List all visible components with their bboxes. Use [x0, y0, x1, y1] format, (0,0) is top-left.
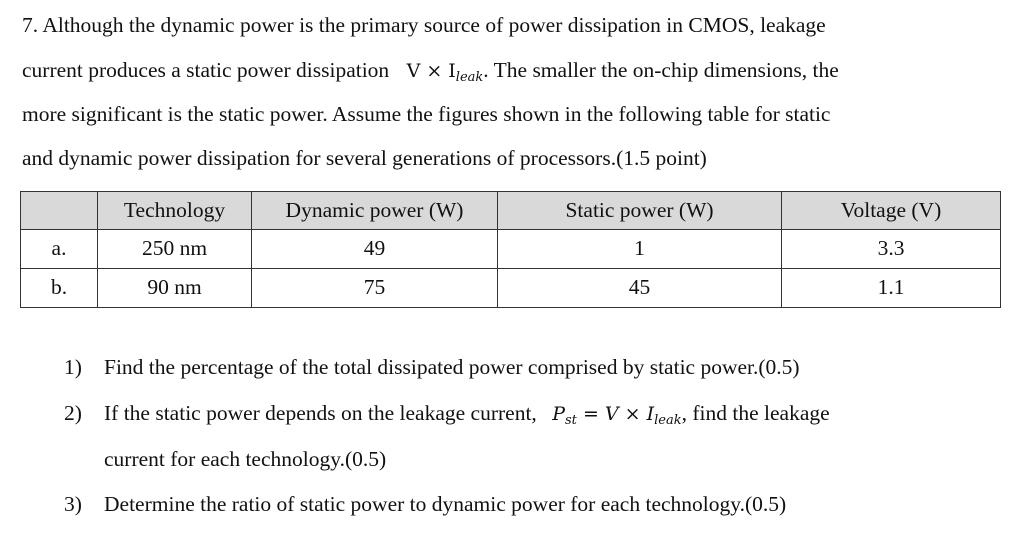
power-table: [20, 191, 1001, 308]
technology-cell: 250 nm: [98, 230, 252, 269]
question-text: Determine the ratio of static power to dynamic power for each technology.(0.5): [104, 492, 787, 516]
technology-cell: 90 nm: [98, 269, 252, 308]
formula-leak-subscript: leak: [455, 70, 484, 85]
row-label: b.: [21, 269, 98, 308]
static-power-formula: [552, 403, 682, 428]
question-number: 2): [64, 401, 82, 425]
static-power-cell: 45: [498, 269, 782, 308]
dynamic-power-cell: 49: [252, 230, 498, 269]
formula-leak-subscript: leak: [654, 413, 682, 428]
header-dynamic-power: Dynamic power (W): [252, 192, 498, 230]
table-header-row: [21, 192, 1001, 230]
dynamic-power-cell: 75: [252, 269, 498, 308]
intro-line-4: and dynamic power dissipation for several generations of processors.(1.5 point): [22, 146, 707, 170]
voltage-cell: 1.1: [782, 269, 1001, 308]
header-label: [21, 192, 98, 230]
table-row: [21, 230, 1001, 269]
intro-line-2-end: . The smaller the on-chip dimensions, the: [483, 58, 839, 82]
question-text: current for each technology.(0.5): [104, 447, 387, 471]
row-label: a.: [21, 230, 98, 269]
intro-line-3: more significant is the static power. Assume the figures shown in the following table for static: [22, 102, 831, 126]
formula-st-subscript: st: [564, 413, 577, 428]
table-row: [21, 269, 1001, 308]
question-number: 1): [64, 355, 82, 379]
formula-rhs: = V × I: [582, 403, 655, 425]
formula-p: P: [552, 403, 565, 425]
leakage-power-formula: [406, 60, 484, 85]
intro-line-1: 7. Although the dynamic power is the primary source of power dissipation in CMOS, leakage: [22, 13, 826, 37]
question-2-start: If the static power depends on the leakage current,: [104, 401, 537, 425]
question-2-end: , find the leakage: [681, 401, 830, 425]
intro-line-2-start: current produces a static power dissipation: [22, 58, 390, 82]
header-voltage: Voltage (V): [782, 192, 1001, 230]
question-text: Find the percentage of the total dissipated power comprised by static power.(0.5): [104, 355, 800, 379]
header-technology: Technology: [98, 192, 252, 230]
header-static-power: Static power (W): [498, 192, 782, 230]
formula-v-times-i: V × I: [406, 60, 456, 82]
question-text: [104, 403, 830, 427]
voltage-cell: 3.3: [782, 230, 1001, 269]
static-power-cell: 1: [498, 230, 782, 269]
intro-line-2: [22, 60, 839, 84]
question-number: 3): [64, 492, 82, 516]
